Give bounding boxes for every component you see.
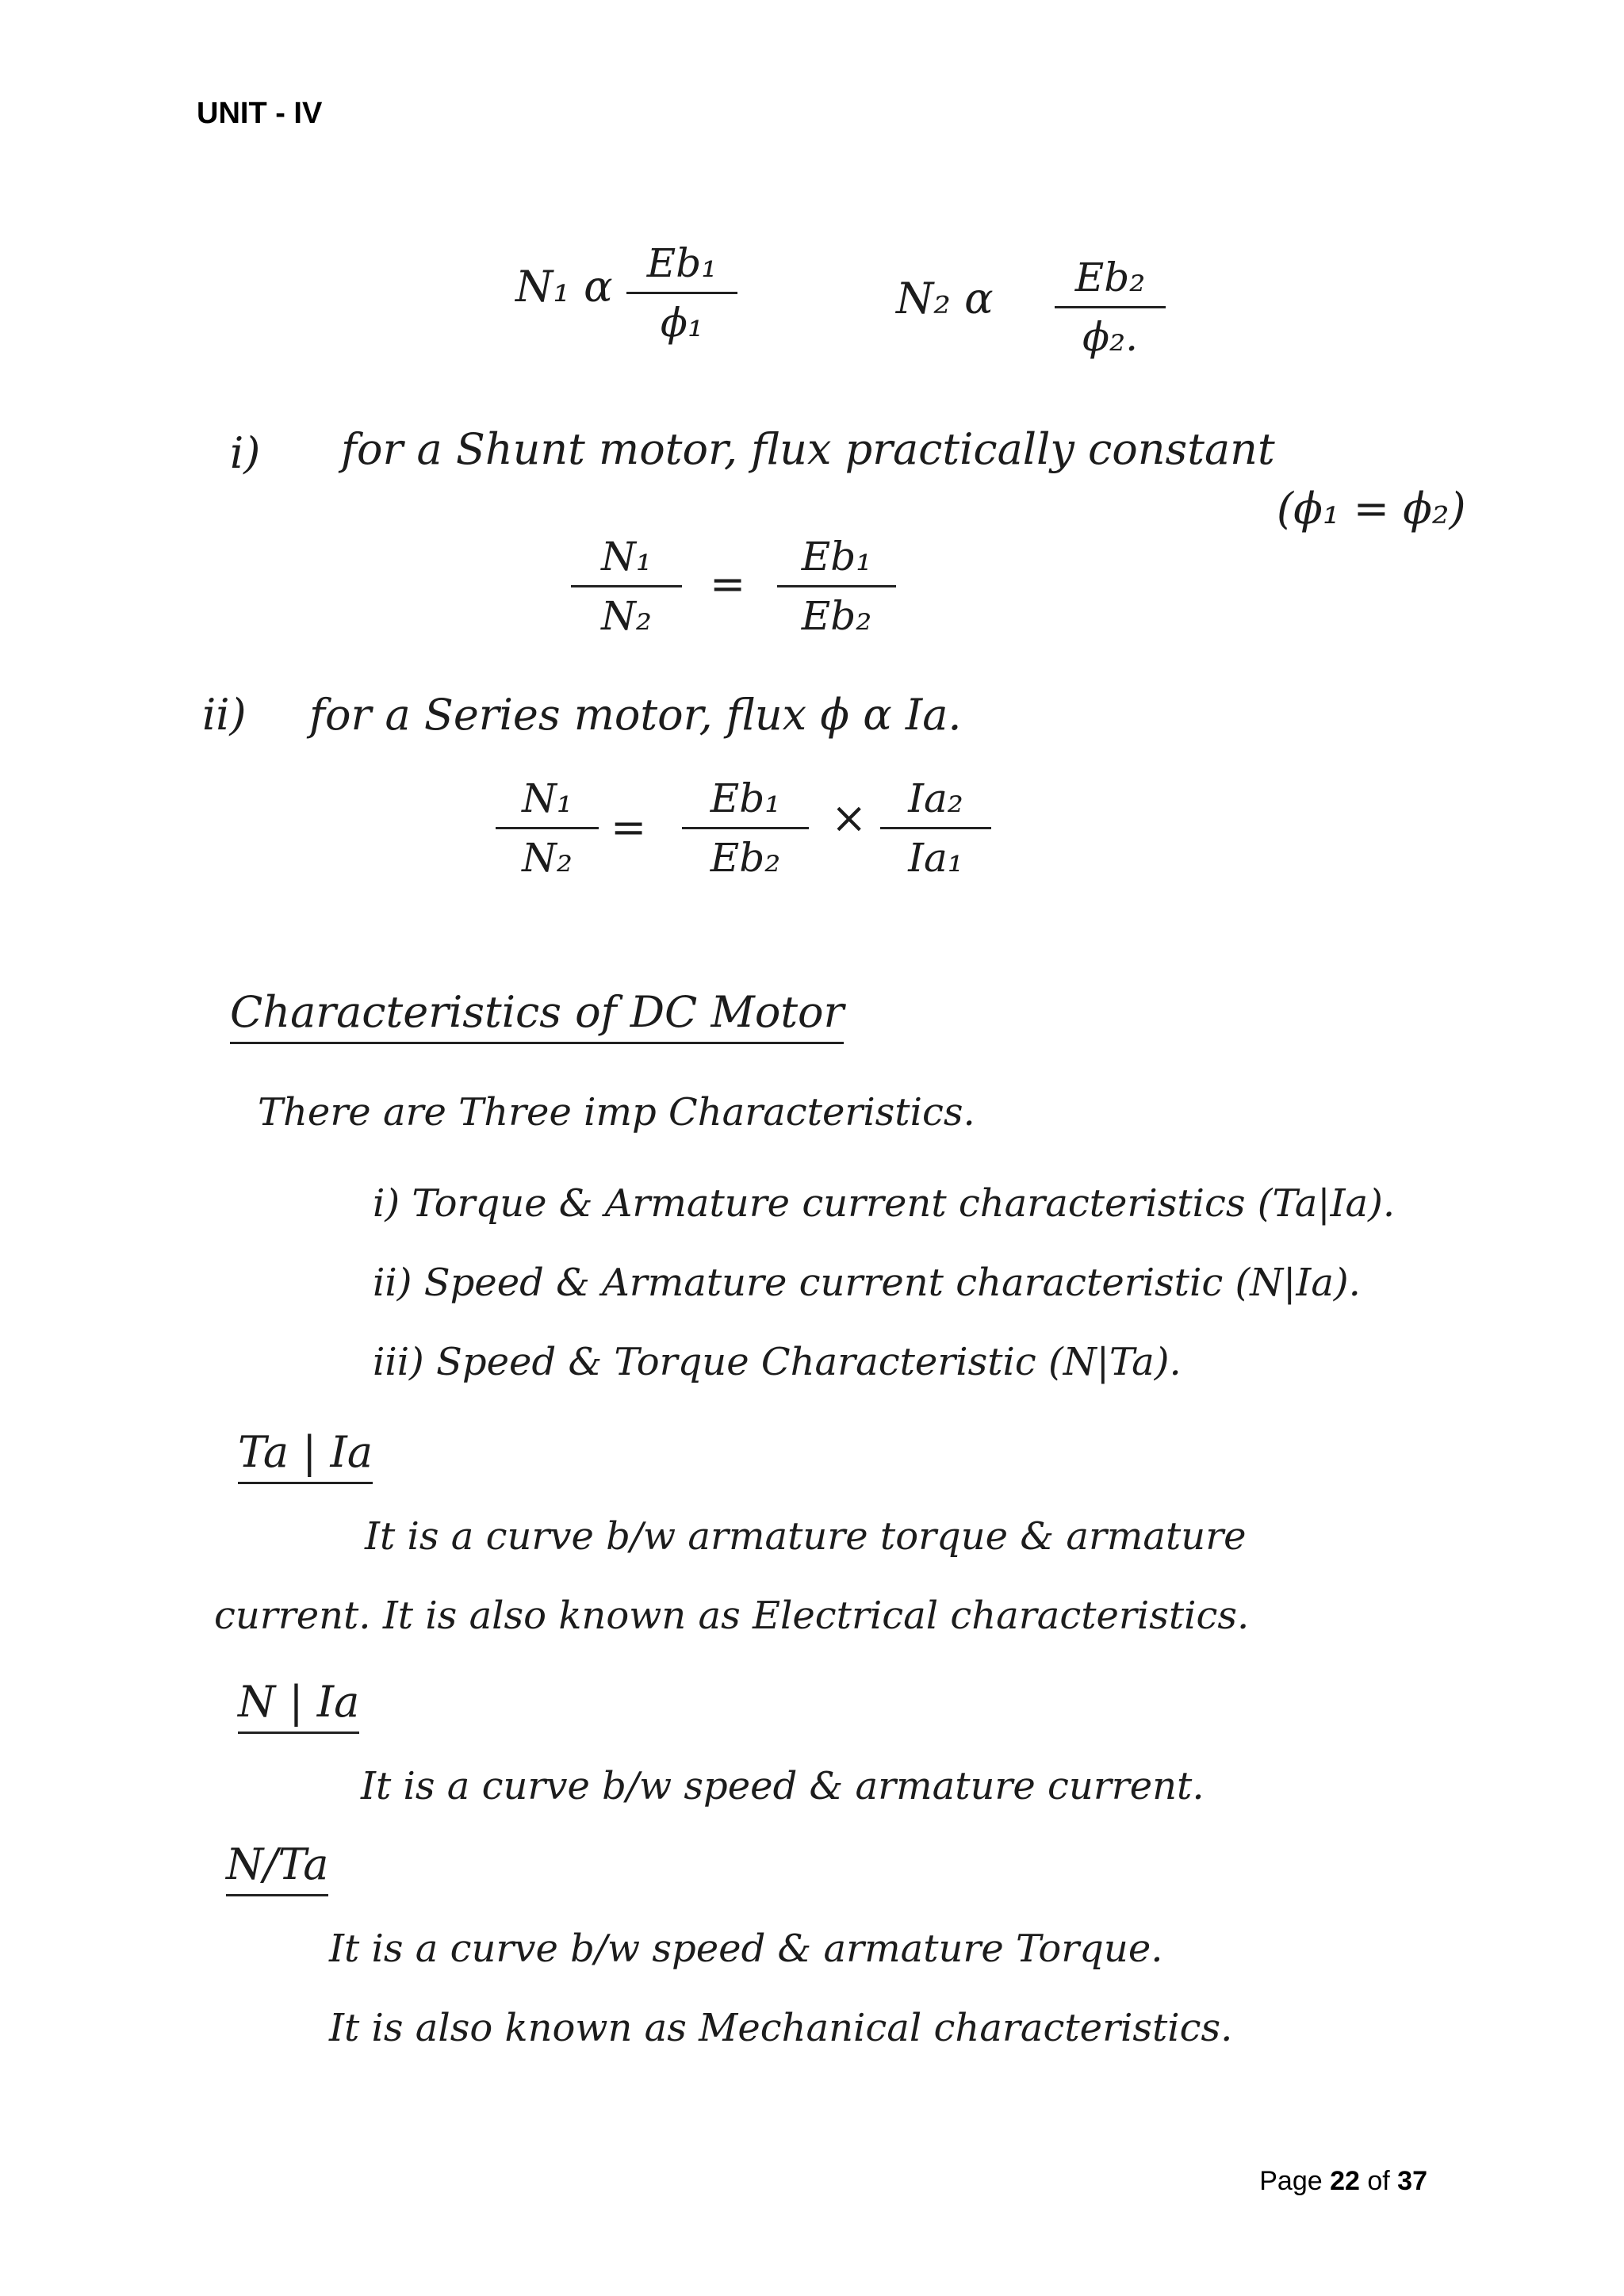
case2-lhs-denominator: N₂	[522, 835, 573, 881]
ta-ia-line-2: current. It is also known as Electrical characteristics.	[214, 1594, 1250, 1638]
n-ta-line-2: It is also known as Mechanical characteristics.	[329, 2006, 1233, 2050]
fraction-bar	[571, 585, 682, 587]
section-heading: Characteristics of DC Motor	[230, 987, 844, 1044]
eq1-n1-numerator: Eb₁	[646, 240, 718, 286]
characteristic-item-2: ii) Speed & Armature current characteristic (N|Ia).	[373, 1261, 1361, 1305]
case2-right-numerator: Ia₂	[908, 775, 963, 821]
case1-label: i)	[230, 428, 261, 478]
ta-ia-heading: Ta | Ia	[238, 1427, 373, 1484]
case2-mid-fraction	[682, 773, 809, 883]
eq1-n1-lhs: N₁ α	[515, 262, 613, 312]
characteristic-item-3: iii) Speed & Torque Characteristic (N|Ta).	[373, 1340, 1182, 1384]
case2-lhs-fraction	[496, 773, 599, 883]
case2-mid-denominator: Eb₂	[710, 835, 781, 881]
page-prefix: Page	[1259, 2166, 1331, 2196]
case2-right-denominator: Ia₁	[908, 835, 963, 881]
page-of: of	[1359, 2166, 1398, 2196]
fraction-bar	[777, 585, 896, 587]
eq1-n2-fraction	[1055, 252, 1166, 362]
case1-lhs-numerator: N₁	[601, 534, 652, 580]
eq1-n2-denominator: ϕ₂.	[1082, 314, 1139, 360]
case1-rhs-denominator: Eb₂	[801, 593, 872, 639]
case2-right-fraction	[880, 773, 991, 883]
case1-condition: (ϕ₁ = ϕ₂)	[1277, 484, 1466, 534]
case2-times: ×	[831, 793, 868, 843]
eq1-n1-fraction	[626, 238, 737, 348]
n-ia-heading: N | Ia	[238, 1677, 359, 1734]
case1-text: for a Shunt motor, flux practically constant	[341, 424, 1275, 474]
fraction-bar	[626, 292, 737, 294]
case1-equals: =	[710, 559, 746, 609]
page-number	[1259, 2166, 1427, 2197]
eq1-n2-numerator: Eb₂	[1074, 254, 1146, 300]
case2-label: ii)	[202, 690, 247, 740]
ta-ia-line-1: It is a curve b/w armature torque & armature	[365, 1514, 1247, 1559]
case1-lhs-denominator: N₂	[601, 593, 652, 639]
fraction-bar	[496, 827, 599, 829]
eq1-n2-lhs: N₂ α	[896, 274, 994, 323]
case2-text: for a Series motor, flux ϕ α Ia.	[309, 690, 962, 740]
current-page: 22	[1330, 2166, 1360, 2196]
case1-rhs-numerator: Eb₁	[801, 534, 872, 580]
fraction-bar	[880, 827, 991, 829]
eq1-n1-denominator: ϕ₁	[660, 300, 704, 346]
case2-mid-numerator: Eb₁	[710, 775, 781, 821]
characteristic-item-1: i) Torque & Armature current characteristics (Ta|Ia).	[373, 1181, 1396, 1226]
total-pages: 37	[1397, 2166, 1427, 2196]
section-intro: There are Three imp Characteristics.	[258, 1090, 975, 1135]
n-ia-line-1: It is a curve b/w speed & armature current.	[361, 1764, 1205, 1808]
unit-header: UNIT - IV	[197, 97, 323, 130]
fraction-bar	[1055, 306, 1166, 308]
case2-equals: =	[611, 802, 647, 852]
case1-rhs-fraction	[777, 531, 896, 641]
case2-lhs-numerator: N₁	[522, 775, 573, 821]
case1-lhs-fraction	[571, 531, 682, 641]
n-ta-heading: N/Ta	[226, 1839, 328, 1896]
n-ta-line-1: It is a curve b/w speed & armature Torque.	[329, 1927, 1163, 1971]
fraction-bar	[682, 827, 809, 829]
